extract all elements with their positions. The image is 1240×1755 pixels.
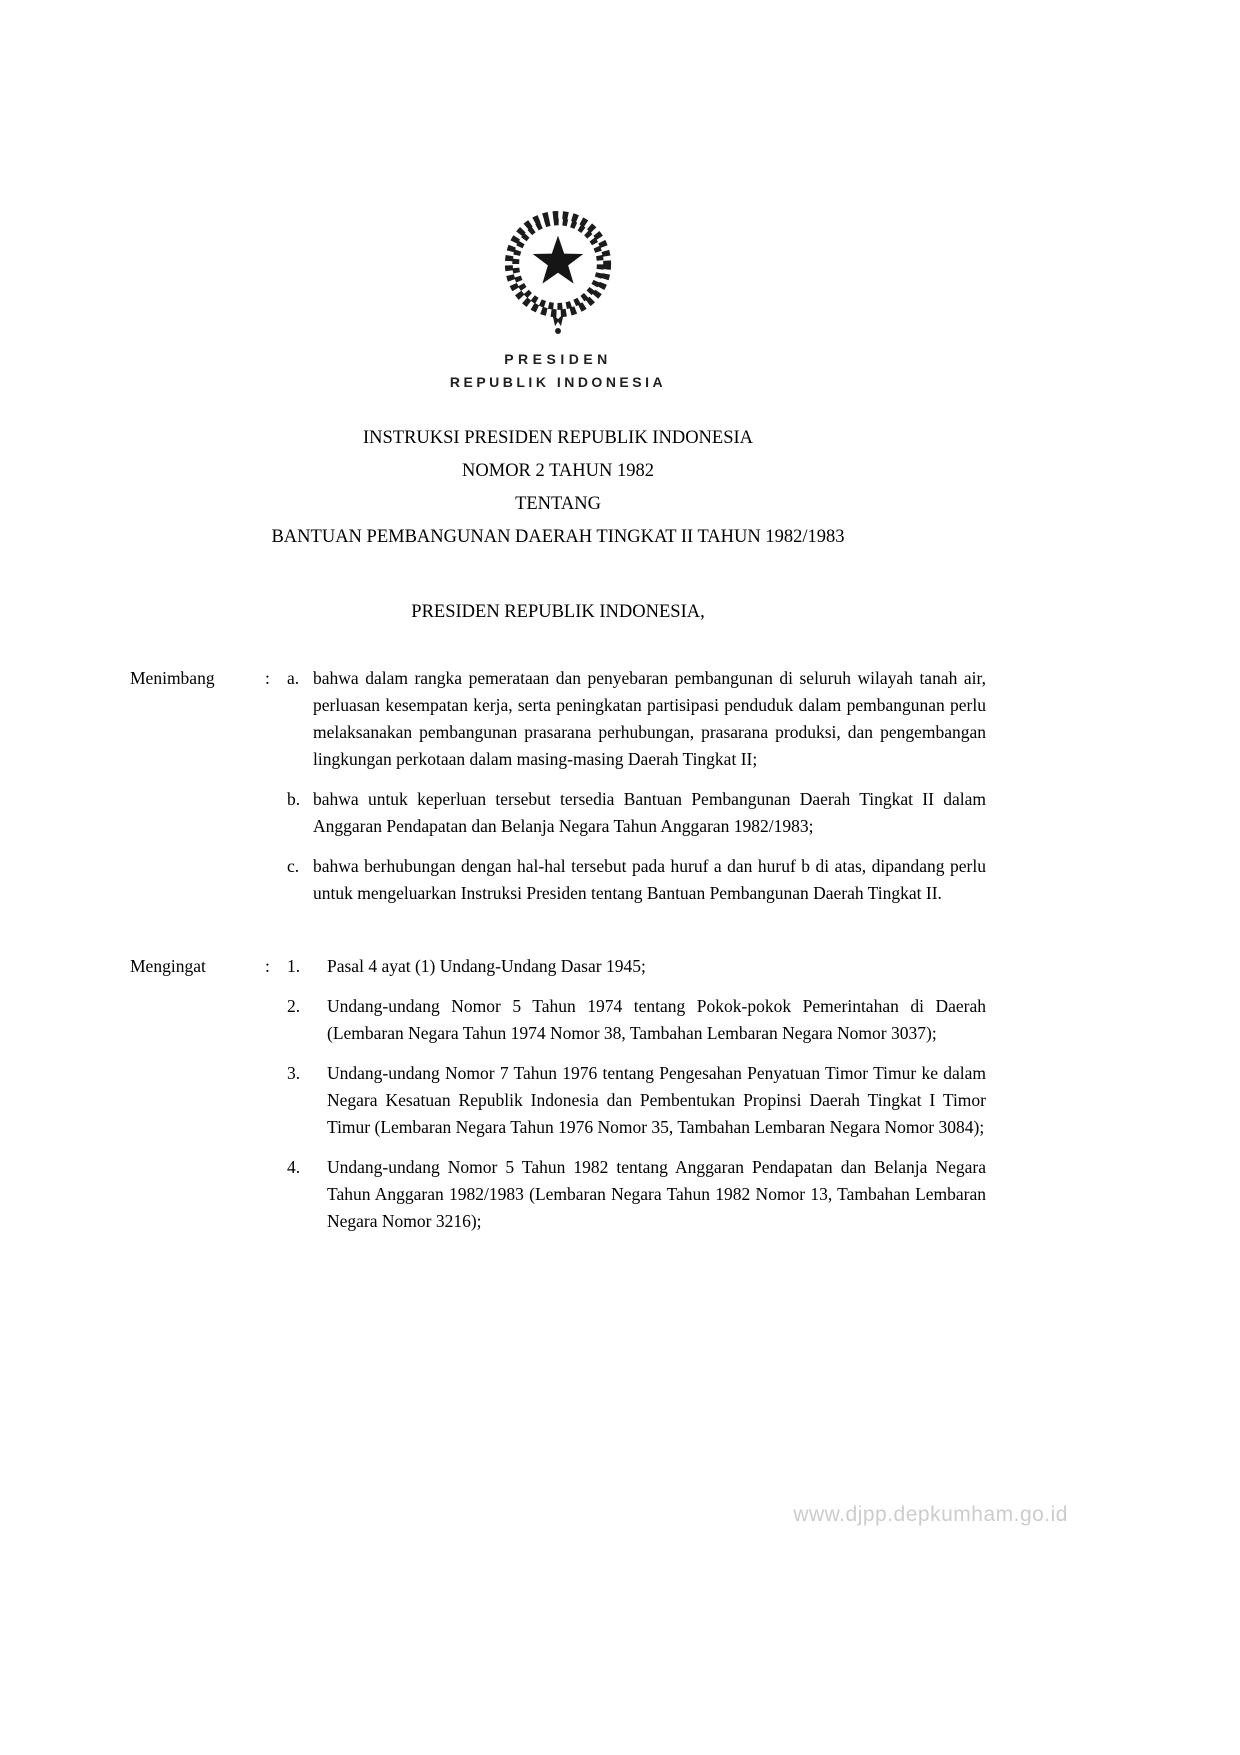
mengingat-items: [287, 953, 986, 1235]
letterhead: [130, 350, 986, 392]
item-text: Undang-undang Nomor 5 Tahun 1982 tentang Anggaran Pendapatan dan Belanja Negara Tahun Anggaran 1982/1983 (Lembaran Negara Tahun 1982 Nomor 13, Tambahan Lembaran Negara Nomor 3216);: [327, 1157, 986, 1231]
item-marker: 1.: [287, 956, 301, 976]
item-marker: 3.: [287, 1063, 301, 1083]
letterhead-presiden: PRESIDEN: [504, 351, 612, 367]
menimbang-items: [287, 665, 986, 907]
letterhead-republik-indonesia: REPUBLIK INDONESIA: [449, 374, 667, 390]
title-line-2: NOMOR 2 TAHUN 1982: [462, 461, 654, 481]
list-item: [287, 993, 986, 1047]
item-marker: a.: [287, 668, 300, 688]
list-item: [287, 853, 986, 907]
list-item: [287, 1154, 986, 1235]
item-marker: b.: [287, 789, 301, 809]
title-line-4: BANTUAN PEMBANGUNAN DAERAH TINGKAT II TAHUN 1982/1983: [271, 527, 845, 547]
item-text: Pasal 4 ayat (1) Undang-Undang Dasar 1945;: [327, 956, 646, 976]
title-block: [130, 422, 986, 554]
list-item: [287, 953, 986, 980]
subject-line: PRESIDEN REPUBLIK INDONESIA,: [411, 602, 705, 622]
menimbang-section: [130, 665, 986, 907]
list-item: [287, 1060, 986, 1141]
item-marker: 2.: [287, 996, 301, 1016]
list-item: [287, 786, 986, 840]
mengingat-colon: :: [265, 956, 270, 976]
menimbang-colon: :: [265, 668, 270, 688]
title-line-1: INSTRUKSI PRESIDEN REPUBLIK INDONESIA: [362, 428, 754, 448]
list-item: [287, 665, 986, 773]
menimbang-label: Menimbang: [130, 668, 215, 688]
item-text: Undang-undang Nomor 5 Tahun 1974 tentang Pokok-pokok Pemerintahan di Daerah (Lembaran Negara Tahun 1974 Nomor 38, Tambahan Lembaran Negara Nomor 3037);: [327, 996, 986, 1043]
item-text: Undang-undang Nomor 7 Tahun 1976 tentang Pengesahan Penyatuan Timor Timur ke dalam Negara Kesatuan Republik Indonesia dan Pembentukan Propinsi Daerah Tingkat I Timor Timur (Lembaran Negara Tahun 1976 Nomor 35, Tambahan Lembaran Negara Nomor 3084);: [327, 1063, 986, 1137]
watermark: www.djpp.depkumham.go.id: [793, 1503, 1068, 1526]
mengingat-section: [130, 953, 986, 1235]
title-line-3: TENTANG: [515, 494, 601, 514]
mengingat-label: Mengingat: [130, 956, 206, 976]
item-text: bahwa untuk keperluan tersebut tersedia Bantuan Pembangunan Daerah Tingkat II dalam Anggaran Pendapatan dan Belanja Negara Tahun Anggaran 1982/1983;: [313, 789, 986, 836]
item-text: bahwa dalam rangka pemerataan dan penyebaran pembangunan di seluruh wilayah tanah air, perluasan kesempatan kerja, serta peningkatan partisipasi penduduk dalam pembangunan perlu melaksanakan pembangunan prasarana perhubungan, prasarana produksi, dan pengembangan lingkungan perkotaan dalam masing-masing Daerah Tingkat II;: [313, 668, 986, 769]
item-text: bahwa berhubungan dengan hal-hal tersebut pada huruf a dan huruf b di atas, dipandang perlu untuk mengeluarkan Instruksi Presiden tentang Bantuan Pembangunan Daerah Tingkat II.: [313, 856, 986, 903]
presidential-seal-icon: [499, 203, 617, 339]
document-content: [130, 0, 986, 1235]
item-marker: c.: [287, 856, 300, 876]
item-marker: 4.: [287, 1157, 301, 1177]
seal-container: [130, 0, 986, 344]
